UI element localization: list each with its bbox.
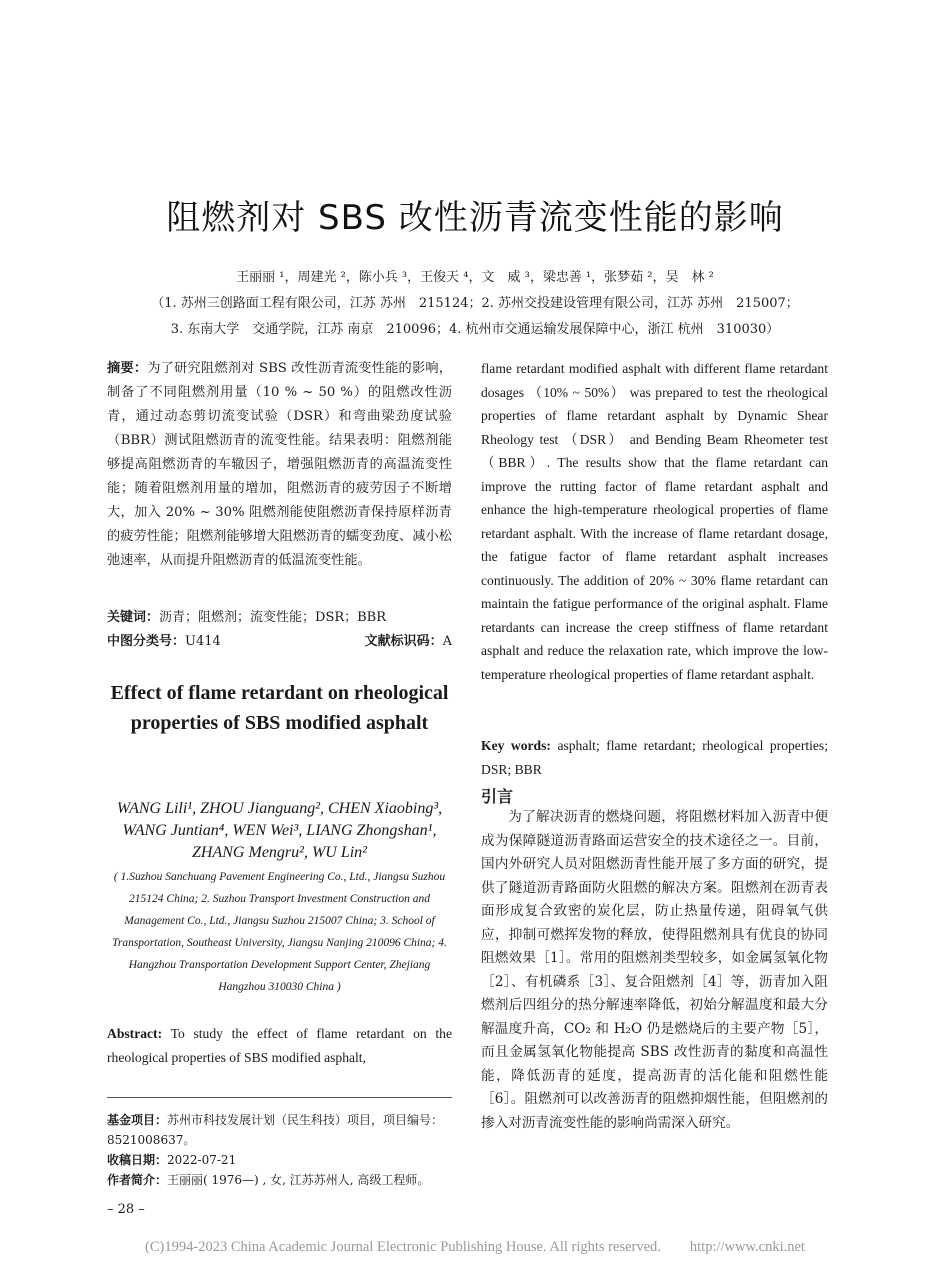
author-bio-text: 王丽丽( 1976—) , 女, 江苏苏州人, 高级工程师。 — [167, 1173, 430, 1187]
intro-paragraph: 为了解决沥青的燃烧问题，将阻燃材料加入沥青中便成为保障隧道沥青路面运营安全的技术途径之一。目前，国内外研究人员对阻燃沥青性能开展了多方面的研究，提供了隧道沥青路面防火阻燃的解决方案。阻燃剂在沥青表面形成复合致密的炭化层，防止热量传递，阻碍氧气供应，抑制可燃挥发物的释放，使得阻燃剂具有优良的协同阻燃效果［1］。常用的阻燃剂类型较多，如金属氢氧化物［2］、有机磷系［3］、复合阻燃剂［4］等，沥青加入阻燃剂后四组分的热分解速率降低，初始分解温度和最大分解温度升高，CO₂ 和 H₂O 仍是燃烧后的主要产物［5］，而且金属氢氧化物能提高 SBS 改性沥青的黏度和高温性能，降低沥青的延度，提高沥青的活化能和阻燃性能［6］。阻燃剂可以改善沥青的阻燃抑烟性能，但阻燃剂的掺入对沥青流变性能的影响尚需深入研究。 — [481, 809, 828, 1131]
classification-row — [107, 630, 452, 653]
section-heading-intro: 引言 — [481, 787, 514, 806]
fund-label: 基金项目： — [107, 1113, 168, 1127]
classification-value: U414 — [185, 634, 221, 649]
intro-body — [481, 806, 828, 1135]
paper-title: 阻燃剂对 SBS 改性沥青流变性能的影响 — [166, 198, 784, 238]
copyright-footer: (C)1994-2023 China Academic Journal Electronic Publishing House. All rights reserved. http://www.cnki.net — [145, 1239, 805, 1255]
keywords-en-label: Key words: — [481, 738, 551, 753]
doc-code-value: A — [442, 634, 452, 649]
abstract-en-label: Abstract: — [107, 1026, 163, 1041]
classification-label: 中图分类号： — [107, 634, 186, 649]
keywords-zh-label: 关键词： — [107, 610, 160, 625]
abstract-zh-text: 为了研究阻燃剂对 SBS 改性沥青流变性能的影响，制备了不同阻燃剂用量（10 % ~ 50 %）的阻燃改性沥青，通过动态剪切流变试验（DSR）和弯曲梁劲度试验（BBR）测试阻燃沥青的流变性能。结果表明：阻燃剂能够提高阻燃沥青的车辙因子，增强阻燃沥青的高温流变性能；随着阻燃剂用量的增加，阻燃沥青的疲劳因子不断增大，加入 20% ~ 30% 阻燃剂能使阻燃沥青保持原样沥青的疲劳性能；阻燃剂能够增大阻燃沥青的蠕变劲度、减小松弛速率，从而提升阻燃沥青的低温流变性能。 — [107, 361, 452, 568]
keywords-zh — [107, 606, 452, 629]
keywords-en-text: asphalt; flame retardant; rheological properties; DSR; BBR — [481, 738, 828, 777]
english-title: Effect of flame retardant on rheological properties of SBS modified asphalt — [110, 682, 449, 734]
footnotes — [107, 1110, 452, 1190]
abstract-zh-label: 摘要： — [107, 361, 148, 376]
abstract-en-left — [107, 1022, 452, 1069]
author-bio-label: 作者简介： — [107, 1173, 168, 1187]
abstract-en-right: flame retardant modified asphalt with different flame retardant dosages （10% ~ 50%） was prepared to test the rheological properties of flame retardant asphalt by Dynamic Shear Rheology test （DSR） and Bending Beam Rheometer test （BBR）. The results show that the flame retardant can improve the rutting factor of flame retardant asphalt and enhance the high-temperature rheological properties of flame retardant asphalt. With the increase of flame retardant dosage, the fatigue factor of flame retardant asphalt increases continuously. The addition of 20% ~ 30% flame retardant can maintain the fatigue performance of the original asphalt. Flame retardants can increase the creep stiffness of flame retardant asphalt and reduce the relaxation rate, which improve the low-temperature rheological properties of flame retardant asphalt. — [481, 361, 828, 682]
authors-en: WANG Lili¹, ZHOU Jianguang², CHEN Xiaobing³, WANG Juntian⁴, WEN Wei³, LIANG Zhongshan¹, ZHANG Mengru², WU Lin² — [116, 800, 443, 861]
affiliation-zh-line1: （1. 苏州三创路面工程有限公司，江苏 苏州 215124；2. 苏州交投建设管理有限公司，江苏 苏州 215007； — [151, 296, 799, 311]
keywords-en — [481, 734, 828, 781]
received-text: 2022-07-21 — [167, 1153, 237, 1167]
fund-text: 苏州市科技发展计划（民生科技）项目，项目编号：8521008637。 — [107, 1113, 444, 1147]
doc-code-label: 文献标识码： — [364, 634, 443, 649]
received-label: 收稿日期： — [107, 1153, 168, 1167]
page-number: – 28 – — [107, 1202, 145, 1217]
affiliation-zh-line2: 3. 东南大学 交通学院，江苏 南京 210096；4. 杭州市交通运输发展保障中心，浙江 杭州 310030） — [170, 322, 780, 337]
abstract-zh — [107, 357, 452, 573]
authors-zh: 王丽丽 ¹，周建光 ²，陈小兵 ³，王俊天 ⁴，文 威 ³，梁忠善 ¹，张梦茹 ²，吴 林 ² — [236, 270, 714, 285]
affiliation-en: ( 1.Suzhou Sanchuang Pavement Engineering Co., Ltd., Jiangsu Suzhou 215124 China; 2. Suzhou Transport Investment Construction and Management Co., Ltd., Jiangsu Suzhou 215007 China; 3. School of Transportation, Southeast University, Jiangsu Nanjing 210096 China; 4. Hangzhou Transportation Development Support Center, Zhejiang Hangzhou 310030 China ) — [112, 871, 447, 993]
keywords-zh-text: 沥青；阻燃剂；流变性能；DSR；BBR — [159, 610, 387, 625]
abstract-en-text-left: To study the effect of flame retardant on the rheological properties of SBS modified asphalt, — [107, 1026, 453, 1065]
footnote-divider — [107, 1097, 452, 1098]
